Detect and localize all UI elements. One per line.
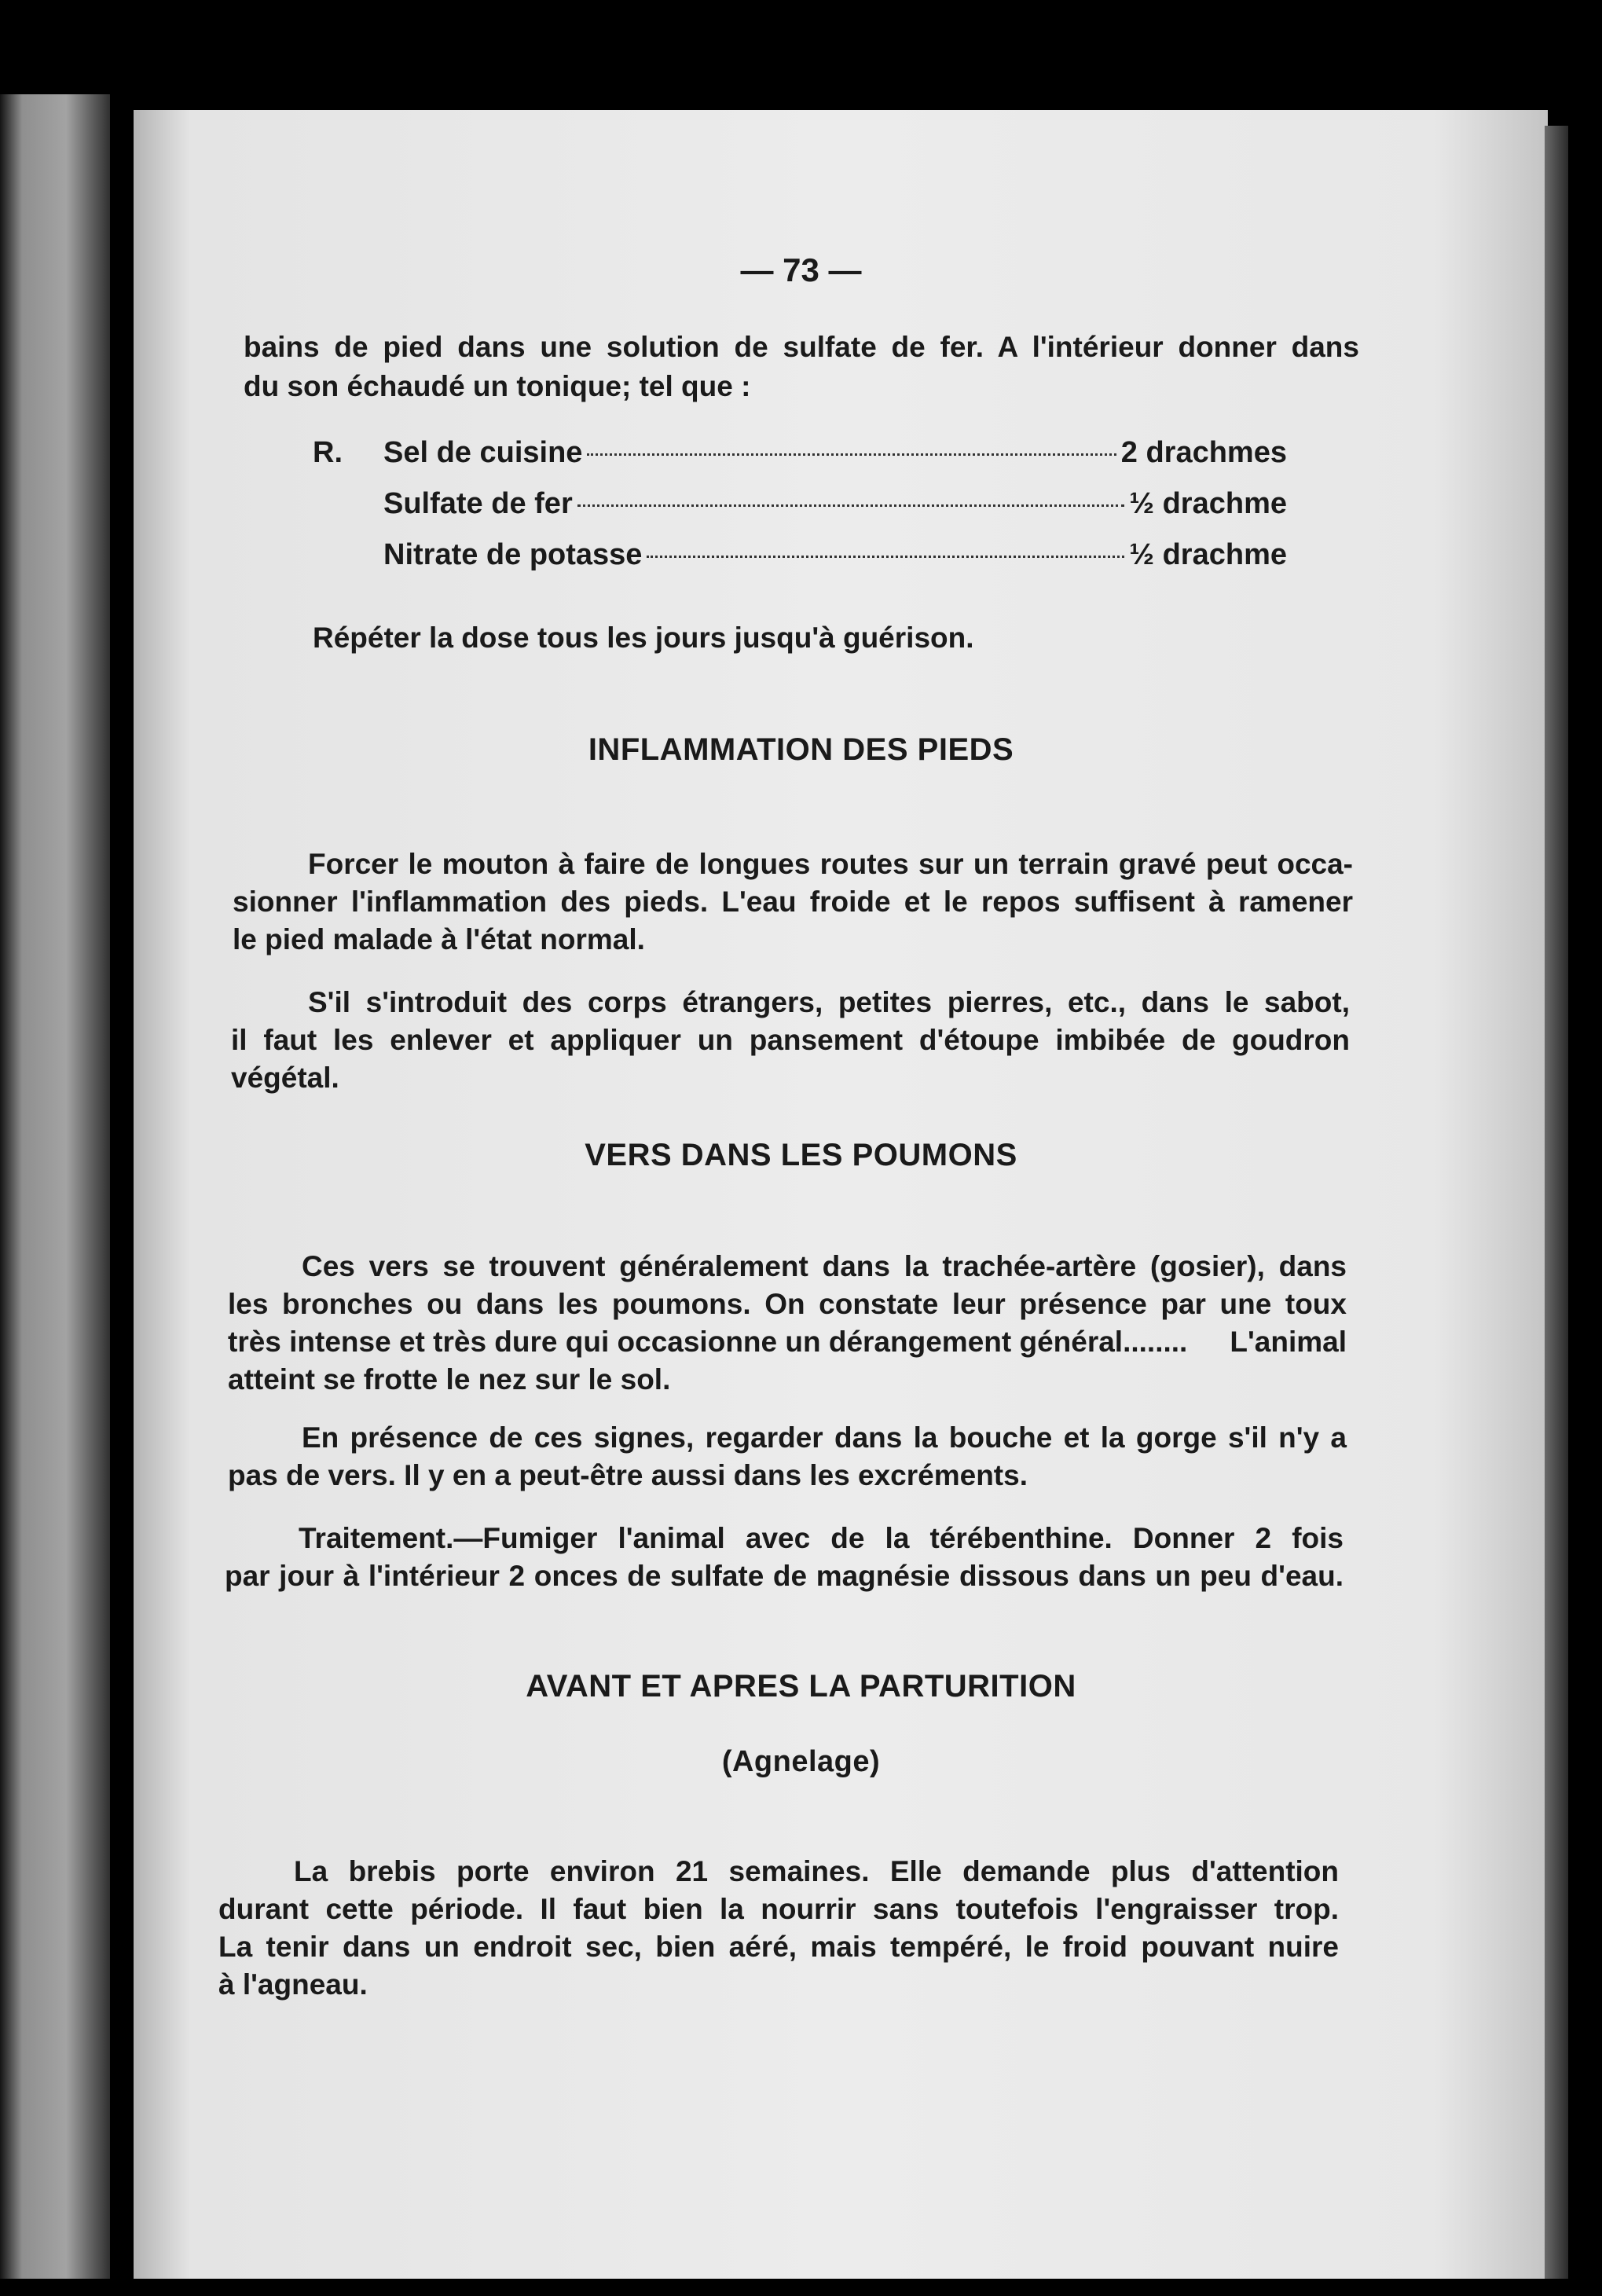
right-page-edge (1545, 126, 1568, 2279)
recipe-repeat: Répéter la dose tous les jours jusqu'à guérison. (313, 622, 974, 654)
page-number: — 73 — (740, 251, 862, 288)
recipe-item (383, 434, 1287, 471)
recipe-marker: R. (313, 436, 343, 469)
paragraph-line: S'il s'introduit des corps étrangers, petites pierres, etc., dans le sabot, (308, 986, 1350, 1018)
paragraph-line: à l'agneau. (218, 1968, 368, 2001)
treatment-text: —Fumiger l'animal avec de la térébenthine. Donner 2 fois (453, 1522, 1344, 1554)
paragraph-line: Forcer le mouton à faire de longues routes sur un terrain gravé peut occa- (308, 848, 1353, 880)
paragraph-line: il faut les enlever et appliquer un pansement d'étoupe imbibée de goudron (231, 1024, 1350, 1056)
emphasis-text: très intense et très dure qui occasionne un dérangement général (228, 1326, 1124, 1358)
paragraph-line: La brebis porte environ 21 semaines. Elle demande plus d'attention (294, 1855, 1339, 1887)
paragraph-line: pas de vers. Il y en a peut-être aussi dans les excréments. (228, 1459, 1028, 1491)
paragraph-line: En présence de ces signes, regarder dans la bouche et la gorge s'il n'y a (302, 1421, 1347, 1454)
dot-leader (587, 453, 1116, 456)
paragraph-line: La tenir dans un endroit sec, bien aéré, mais tempéré, le froid pouvant nuire (218, 1931, 1339, 1963)
paragraph-line: les bronches ou dans les poumons. On constate leur présence par une toux (228, 1288, 1347, 1320)
dot-leader (647, 556, 1124, 558)
paragraph-line (228, 1323, 1347, 1361)
paragraph-line (299, 1520, 1344, 1557)
recipe-item-name: Nitrate de potasse (383, 538, 643, 571)
paragraph-line: végétal. (231, 1062, 339, 1094)
paragraph-line: atteint se frotte le nez sur le sol. (228, 1363, 671, 1396)
section-title-vers: VERS DANS LES POUMONS (585, 1138, 1017, 1172)
paragraph-line: sionner l'inflammation des pieds. L'eau froide et le repos suffisent à ramener (233, 886, 1353, 918)
left-page-edge (0, 94, 110, 2279)
recipe-item-dose: ½ drachme (1129, 487, 1287, 520)
paragraph-line: Ces vers se trouvent généralement dans la trachée-artère (gosier), dans (302, 1250, 1347, 1282)
paragraph-line: par jour à l'intérieur 2 onces de sulfate de magnésie dissous dans un peu d'eau. (225, 1560, 1344, 1592)
recipe-item-name: Sel de cuisine (383, 436, 583, 469)
paragraph-line: durant cette période. Il faut bien la nourrir sans toutefois l'engraisser trop. (218, 1893, 1339, 1925)
treatment-label: Traitement. (299, 1522, 454, 1554)
intro-line-2: du son échaudé un tonique; tel que : (244, 370, 751, 402)
recipe-item (383, 485, 1287, 523)
recipe-item-dose: 2 drachmes (1120, 436, 1287, 469)
paragraph-line: le pied malade à l'état normal. (233, 923, 645, 955)
emphasis-text: L'animal (1230, 1326, 1347, 1358)
section-title-inflammation: INFLAMMATION DES PIEDS (588, 732, 1014, 767)
dot-leader (577, 504, 1125, 507)
intro-line-1: bains de pied dans une solution de sulfate de fer. A l'intérieur donner dans (244, 331, 1359, 363)
recipe-item-dose: ½ drachme (1129, 538, 1287, 571)
section-title-parturition: AVANT ET APRES LA PARTURITION (526, 1669, 1076, 1704)
ellipsis-dots: ........ (1123, 1326, 1188, 1358)
recipe-item-name: Sulfate de fer (383, 487, 573, 520)
recipe-item (383, 536, 1287, 574)
section-subtitle: (Agnelage) (721, 1745, 881, 1778)
